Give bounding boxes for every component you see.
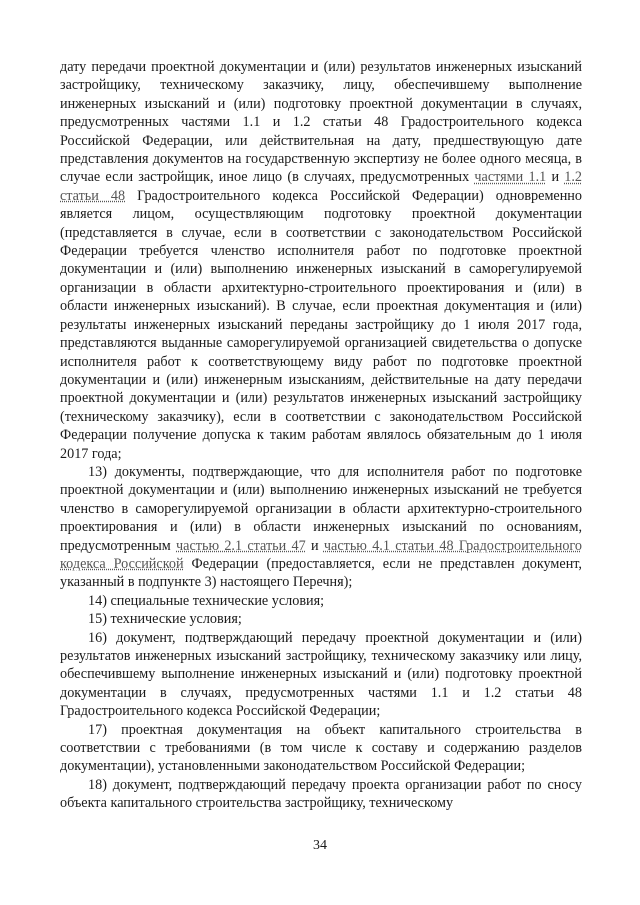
law-reference-link[interactable]: частью 2.1 статьи 47: [176, 537, 306, 554]
list-item-13: [60, 463, 582, 592]
list-item-16: 16) документ, подтверждающий передачу проектной документации и (или) результатов инженерных изысканий застройщику, техническому заказчику или лицу, обеспечившему выполнение инженерных изысканий и (или) подготовку проектной документации в случаях, предусмотренных частями 1.1 и 1.2 статьи 48 Градостроительного кодекса Российской Федерации;: [60, 629, 582, 720]
law-reference-link[interactable]: 1.2 статьи 48: [60, 169, 582, 204]
list-item-18: 18) документ, подтверждающий передачу проекта организации работ по сносу объекта капитального строительства застройщику, техническому: [60, 776, 582, 812]
page-number: 34: [313, 838, 327, 853]
law-reference-link[interactable]: частью 4.1 статьи 48 Градостроительного кодекса Российской: [60, 537, 582, 572]
paragraph-text: и: [305, 537, 324, 554]
list-item-14: 14) специальные технические условия;: [88, 592, 325, 609]
document-body: [60, 58, 582, 813]
paragraph-text: и: [546, 169, 565, 186]
paragraph-text: 13) документы, подтверждающие, что для исполнителя работ по подготовке проектной документации и (или) выполнению инженерных изысканий не требуется членство в саморегулируемой организации в области архитектурно-строительного проектирования и (или) в области инженерных изысканий по основаниям, предусмотренным: [60, 463, 582, 554]
paragraph-text: Федерации (предоставляется, если не представлен документ, указанный в подпункте 3) настоящего Перечня);: [60, 555, 582, 591]
paragraph-continuation: [60, 58, 582, 463]
paragraph-text: Градостроительного кодекса Российской Федерации) одновременно является лицом, осуществляющим подготовку проектной документации (представляется в случае, если в соответствии с законодательством Российской Федерации требуется членство исполнителя работ по подготовке проектной документации и (или) выполнению инженерных изысканий в саморегулируемой организации в области архитектурно-строительного проектирования и (или) в области инженерных изысканий). В случае, если проектная документация и (или) результаты инженерных изысканий переданы застройщику до 1 июля 2017 года, представляются выданные саморегулируемой организацией свидетельства о допуске исполнителя работ к соответствующему виду работ по подготовке проектной документации и (или) инженерным изысканиям, действительные на дату передачи проектной документации и (или) результатов инженерных изысканий застройщику (техническому заказчику), если в соответствии с законодательством Российской Федерации получение допуска к таким работам являлось обязательным до 1 июля 2017 года;: [60, 187, 582, 462]
law-reference-link[interactable]: частями 1.1: [474, 169, 547, 186]
paragraph-text: дату передачи проектной документации и (или) результатов инженерных изысканий застройщику, техническому заказчику, лицу, обеспечившему выполнение инженерных изысканий и (или) подготовку проектной документации в случаях, предусмотренных частями 1.1 и 1.2 статьи 48 Градостроительного кодекса Российской Федерации, или действительная на дату, предшествующую дате представления документов на государственную экспертизу не более одного месяца, в случае если застройщик, иное лицо (в случаях, предусмотренных: [60, 59, 582, 186]
list-item-17: 17) проектная документация на объект капитального строительства в соответствии с требованиями (в том числе к составу и содержанию разделов документации), установленными законодательством Российской Федерации;: [60, 721, 582, 775]
list-item-15: 15) технические условия;: [88, 611, 242, 628]
